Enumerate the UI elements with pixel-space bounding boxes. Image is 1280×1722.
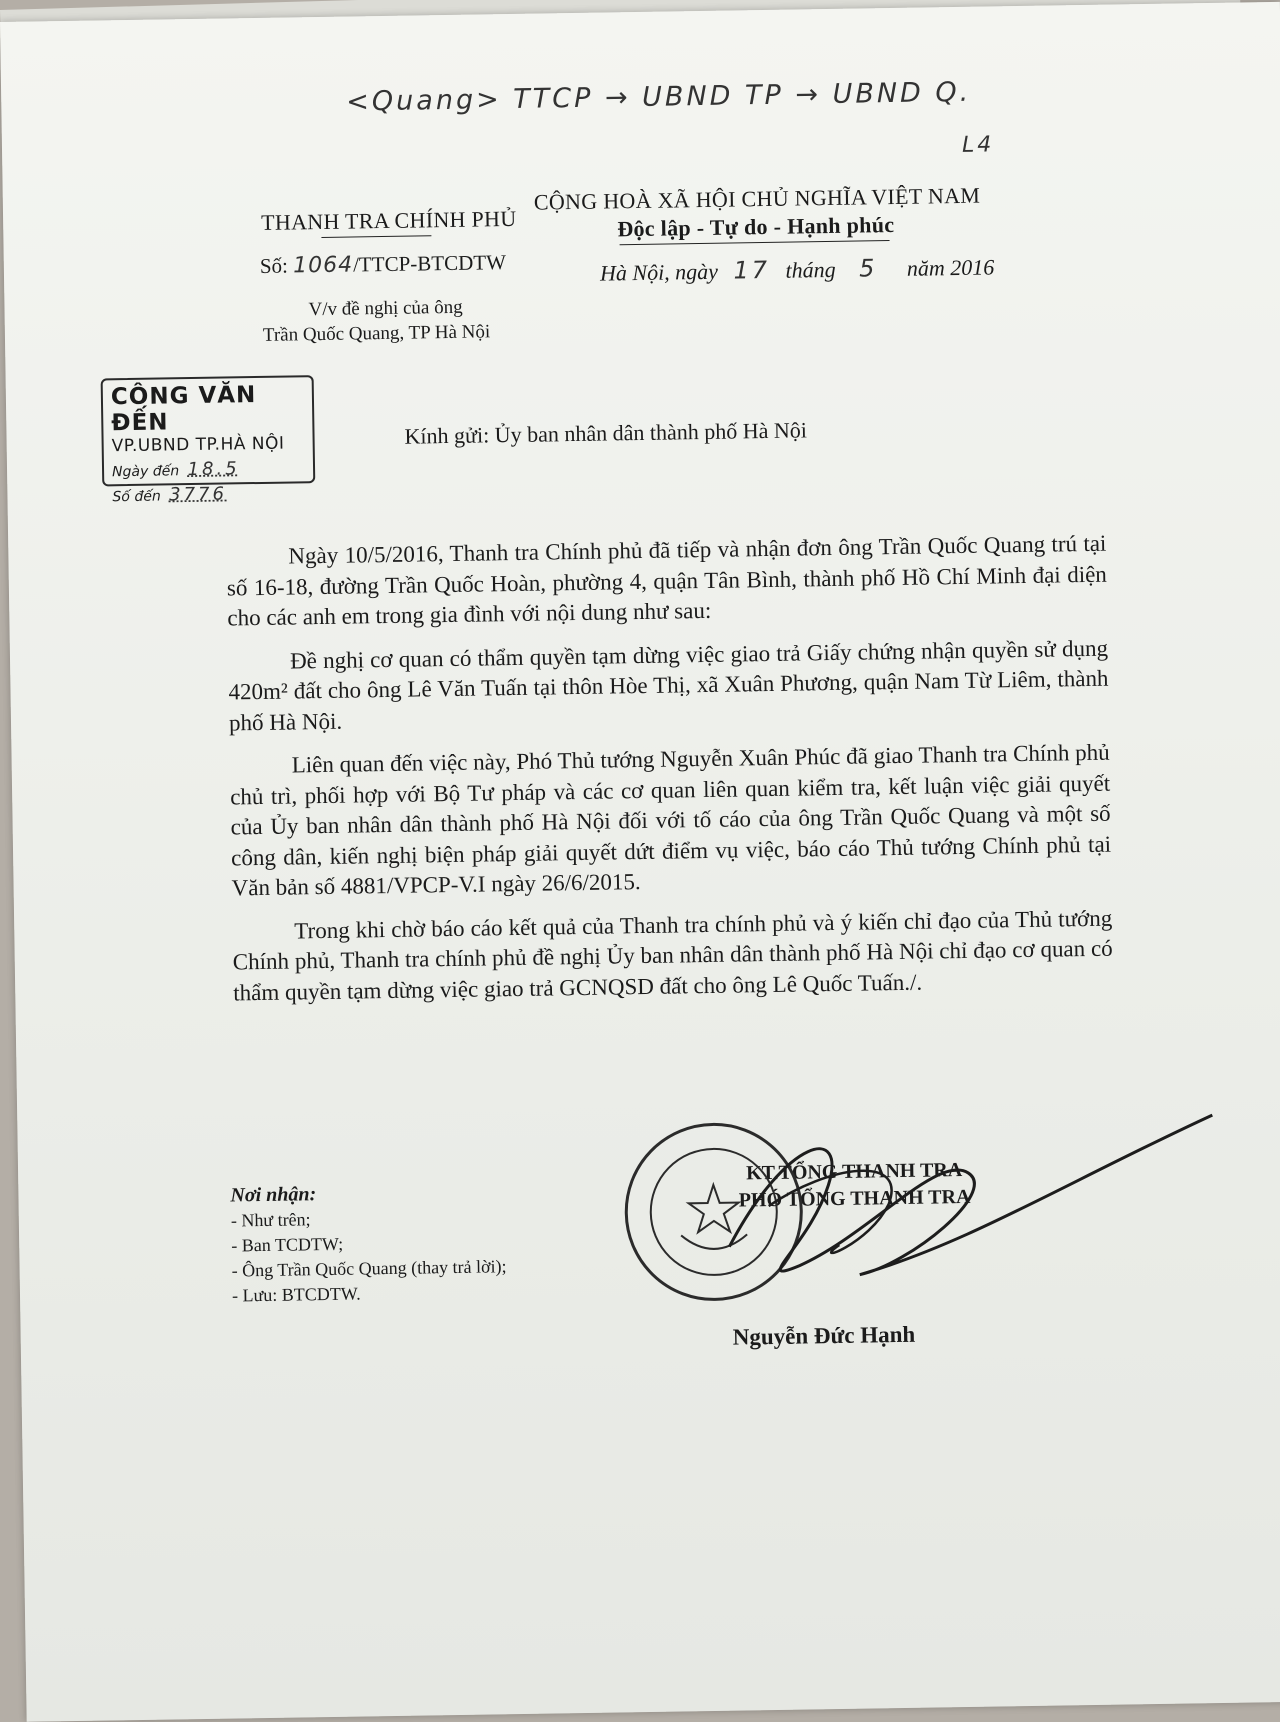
national-motto: Độc lập - Tự do - Hạnh phúc [617, 211, 895, 242]
signature-line-2: PHÓ TỔNG THANH TRA [738, 1185, 971, 1212]
body-paragraph-3: Liên quan đến việc này, Phó Thủ tướng Nguyễn Xuân Phúc đã giao Thanh tra Chính phủ chủ trì, phối hợp với Bộ Tư pháp và các cơ quan liên quan kiểm tra, kết luận việc giải quyết của Ủy ban nhân dân thành phố Hà Nội đối với tố cáo của ông Trần Quốc Quang và một số công dân, kiến nghị biện pháp giải quyết dứt điểm vụ việc, báo cáo Thủ tướng Chính phủ tại Văn bản số 4881/VPCP-V.I ngày 26/6/2015. [229, 739, 1112, 901]
handwritten-mark: L4 [961, 132, 995, 158]
body-paragraph-4: Trong khi chờ báo cáo kết quả của Thanh tra chính phủ và ý kiến chỉ đạo của Thủ tướng Chính phủ, Thanh tra chính phủ đề nghị Ủy ban nhân dân thành phố Hà Nội chỉ đạo cơ quan có thẩm quyền tạm dừng việc giao trả GCNQSD đất cho ông Lê Quốc Tuấn./. [232, 905, 1113, 1005]
recipient-item: - Như trên; [230, 1209, 311, 1231]
issue-date [600, 252, 995, 286]
recipient-item: - Ban TCDTW; [231, 1233, 344, 1256]
handwritten-signature [707, 1089, 1230, 1317]
received-stamp [101, 375, 316, 506]
recipients-block [230, 1178, 592, 1309]
document-page [0, 2, 1280, 1722]
body-paragraph-1: Ngày 10/5/2016, Thanh tra Chính phủ đã tiếp và nhận đơn ông Trần Quốc Quang trú tại số 16-18, đường Trần Quốc Hoàn, phường 4, quận Tân Bình, thành phố Hồ Chí Minh đại diện cho các anh em trong gia đình với nội dung như sau: [226, 530, 1107, 631]
stamp-number-label: Số đến [112, 488, 161, 506]
stamp-date-value: 18.5 [187, 458, 240, 481]
republic-title: CỘNG HOÀ XÃ HỘI CHỦ NGHĨA VIỆT NAM [533, 182, 981, 215]
body-paragraph-2: Đề nghị cơ quan có thẩm quyền tạm dừng việc giao trả Giấy chứng nhận quyền sử dụng 420m² đất cho ông Lê Văn Tuấn tại thôn Hòe Thị, xã Xuân Phương, quận Nam Từ Liêm, thành phố Hà Nội. [228, 635, 1109, 735]
recipient-item: - Lưu: BTCDTW. [231, 1283, 361, 1306]
stamp-office: VP.UBND TP.HÀ NỘI [111, 433, 285, 457]
stamp-number-value: 3776 [169, 483, 228, 506]
date-month-label: tháng [785, 256, 836, 283]
number-handwritten: 1064 [292, 252, 354, 279]
stamp-date-label: Ngày đến [111, 463, 180, 481]
stamp-date-line [112, 457, 305, 481]
date-year: năm 2016 [906, 254, 995, 281]
subject-line-1: V/v đề nghị của ông [308, 296, 463, 321]
issuing-agency: THANH TRA CHÍNH PHỦ [260, 205, 517, 235]
document-number [260, 250, 506, 279]
number-prefix: Số: [259, 253, 289, 278]
date-day: 17 [733, 255, 771, 285]
signer-name: Nguyễn Đức Hạnh [732, 1321, 916, 1350]
recipient-item: - Ông Trần Quốc Quang (thay trả lời); [231, 1256, 507, 1281]
date-place: Hà Nội, ngày [599, 258, 719, 286]
letter-body [226, 529, 1113, 1022]
number-suffix: /TTCP-BTCDTW [352, 250, 507, 277]
salutation: Kính gửi: Ủy ban nhân dân thành phố Hà Nội [404, 417, 808, 449]
stamp-title: CÔNG VĂN ĐẾN [110, 382, 257, 437]
handwritten-routing-note: <Quang> TTCP → UBND TP → UBND Q. [346, 76, 972, 118]
recipients-title: Nơi nhận: [230, 1183, 317, 1207]
date-month: 5 [858, 254, 878, 283]
agency-underline [321, 235, 431, 238]
stamp-number-line [112, 482, 305, 506]
signature-line-1: KT.TỔNG THANH TRA [745, 1159, 963, 1185]
subject-line-2: Trần Quốc Quang, TP Hà Nội [262, 321, 491, 346]
